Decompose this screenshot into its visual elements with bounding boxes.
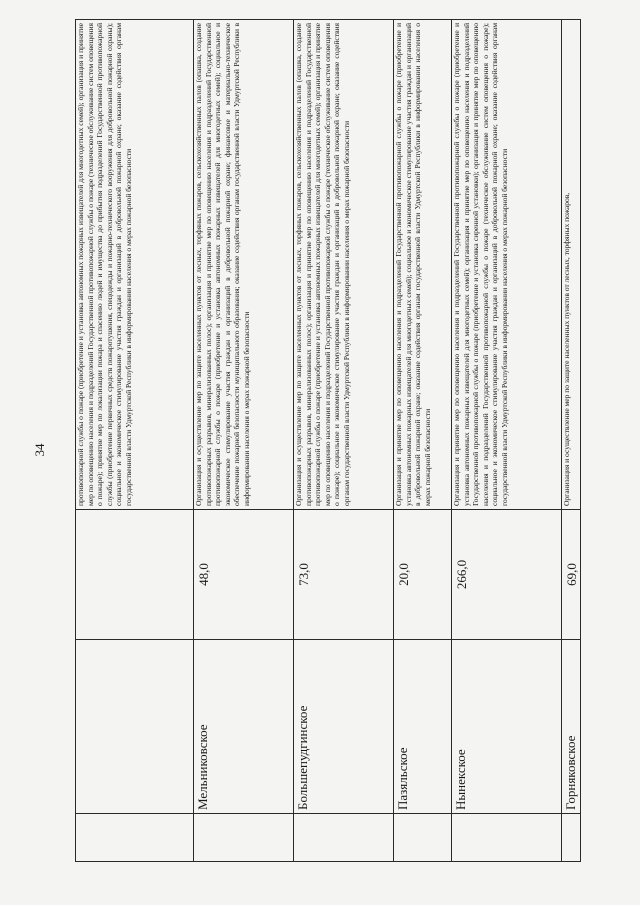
table-row <box>562 20 581 862</box>
table-frame <box>75 20 579 862</box>
index-cell <box>562 814 581 862</box>
table-row <box>76 20 194 862</box>
measures-description: противопожарной службы о пожаре (приобретение и установка автономных пожарных извещателей для многодетных семей); организация и принятие мер по оповещению населения и подразделений Государственной противопожарной службы о пожаре (техническое обслуживание систем оповещения о пожаре); принятие мер по локализации пожара и спасению людей и имущества до прибытия подразделений Государственной противопожарной службы (приобретение первичных средств пожаротушения, спецодежды и пожарно-технического вооружения для добровольной пожарной охраны); социальное и экономическое стимулирование участия граждан и организаций в добровольной пожарной охране; оказание содействия органам государственной власти Удмуртской Республики в информировании населения о мерах пожарной безопасности <box>76 20 194 510</box>
settlement-name: Мельниковское <box>194 640 294 814</box>
settlement-name: Пазяльское <box>394 640 452 814</box>
measures-description: Организация и осуществление мер по защите населенных пунктов от лесных, торфяных пожаров, сельскохозяйственных палов (опашка, создание противопожарных разрывов, минерализованных полос); организация и принятие мер по оповещению населения и подразделений Государственной противопожарной службы о пожаре (приобретение и установка автономных пожарных извещателей для многодетных семей); социальное и экономическое стимулирование участия граждан и организаций в добровольной пожарной охране; финансовое и материально-техническое обеспечение пожарной безопасности муниципального образования; оказание содействия органам государственной власти Удмуртской Республики в информировании населения о мерах пожарной безопасности <box>194 20 294 510</box>
settlement-name <box>76 640 194 814</box>
measures-description: Организация и осуществление мер по защите населенных пунктов от лесных, торфяных пожаров, сельскохозяйственных палов (опашка, создание противопожарных разрывов, минерализованных полос); организация и принятие мер по оповещению населения и подразделений Государственной противопожарной службы о пожаре (приобретение и установка автономных пожарных извещателей для многодетных семей); организация и принятие мер по оповещению населения и подразделений Государственной противопожарной службы о пожаре (техническое обслуживание систем оповещения о пожаре); социальное и экономическое стимулирование участия граждан и организаций в добровольной пожарной охране; оказание содействия органам государственной власти Удмуртской Республики в информировании населения о мерах пожарной безопасности <box>294 20 394 510</box>
table-row <box>294 20 394 862</box>
page-number: 34 <box>32 443 47 457</box>
table-row <box>452 20 562 862</box>
table-row <box>394 20 452 862</box>
measures-description: Организация и принятие мер по оповещению населения и подразделений Государственной противопожарной службы о пожаре (приобретение и установка автономных пожарных извещателей для многодетных семей); организация и принятие мер по оповещению населения и подразделений Государственной противопожарной службы о пожаре (приобретение и установка сиренной установки); организация и принятие мер по оповещению населения и подразделений Государственной противопожарной службы о пожаре (техническое обслуживание систем оповещения о пожаре); социальное и экономическое стимулирование участия граждан и организаций в добровольной пожарной охране; оказание содействия органам государственной власти Удмуртской Республики в информировании населения о мерах пожарной безопасности <box>452 20 562 510</box>
index-cell <box>394 814 452 862</box>
amount-cell: 266,0 <box>452 510 562 640</box>
settlement-name: Горняковское <box>562 640 581 814</box>
settlement-name: Нынекское <box>452 640 562 814</box>
amount-cell: 69,0 <box>562 510 581 640</box>
amount-cell: 48,0 <box>194 510 294 640</box>
measures-table <box>75 19 581 862</box>
settlement-name: Большепудгинское <box>294 640 394 814</box>
index-cell <box>194 814 294 862</box>
index-cell <box>294 814 394 862</box>
table-row <box>194 20 294 862</box>
amount-cell: 73,0 <box>294 510 394 640</box>
amount-cell: 20,0 <box>394 510 452 640</box>
index-cell <box>76 814 194 862</box>
amount-cell <box>76 510 194 640</box>
measures-description: Организация и принятие мер по оповещению населения и подразделений Государственной противопожарной службы о пожаре (приобретение и установка автономных пожарных извещателей для многодетных семей); социальное и экономическое стимулирование участия граждан и организаций в добровольной пожарной охране; оказание содействия органам государственной власти Удмуртской Республики в информировании населения о мерах пожарной безопасности <box>394 20 452 510</box>
index-cell <box>452 814 562 862</box>
measures-description: Организация и осуществление мер по защите населенных пунктов от лесных, торфяных пожаров, <box>562 20 581 510</box>
